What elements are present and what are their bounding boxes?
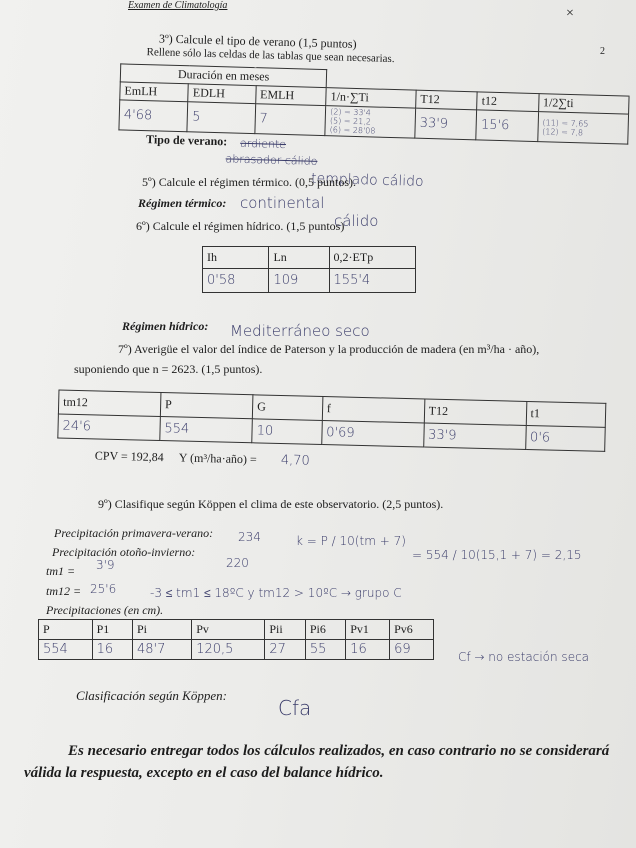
value-cell: 55 bbox=[305, 640, 345, 660]
header-cell: G bbox=[252, 395, 322, 421]
value-cell: 48'7 bbox=[133, 640, 192, 660]
header-cell: 0,2·ETp bbox=[329, 247, 415, 269]
cpv-label: CPV = 192,84 bbox=[94, 448, 164, 465]
regimen-termico-answer: continental bbox=[240, 194, 325, 212]
corner-mark: × bbox=[566, 6, 574, 21]
koppen-value: Cfa bbox=[278, 696, 312, 720]
value-cell: 0'58 bbox=[203, 269, 269, 293]
value-cell: 24'6 bbox=[58, 414, 160, 440]
value-cell: 16 bbox=[92, 640, 132, 660]
header-cell: Pv1 bbox=[346, 620, 390, 640]
value-cell: 554 bbox=[39, 640, 93, 660]
exam-title: Examen de Climatología bbox=[128, 0, 228, 11]
summer-type-table bbox=[118, 63, 630, 144]
header-cell: t1 bbox=[526, 401, 606, 427]
header-cell: f bbox=[322, 397, 424, 423]
header-cell: tm12 bbox=[58, 390, 160, 416]
header-cell: Pv bbox=[192, 620, 265, 640]
value-cell: 155'4 bbox=[329, 269, 415, 293]
koppen-label: Clasificación según Köppen: bbox=[76, 688, 227, 703]
tipo-verano-label: Tipo de verano: bbox=[145, 132, 228, 149]
duration-header: Duración en meses bbox=[120, 64, 327, 88]
header-cell: P bbox=[160, 393, 253, 419]
q7-title-continued: suponiendo que n = 2623. (1,5 puntos). bbox=[74, 362, 263, 376]
value-cell: 109 bbox=[269, 269, 329, 293]
koppen-formula-2: = 554 / 10(15,1 + 7) = 2,15 bbox=[412, 548, 582, 562]
value-cell: 15'6 bbox=[476, 110, 538, 142]
precip-otono-value: 220 bbox=[226, 556, 249, 570]
header-cell: Pi6 bbox=[305, 620, 345, 640]
regimen-hidrico-answer: Mediterráneo seco bbox=[230, 322, 370, 340]
madera-value: 4,70 bbox=[280, 453, 310, 469]
q5-title: 5º) Calcule el régimen térmico. (0,5 puntos). bbox=[142, 175, 356, 189]
value-cell: 69 bbox=[390, 640, 434, 660]
koppen-formula-1: k = P / 10(tm + 7) bbox=[296, 534, 406, 548]
header-cell: T12 bbox=[416, 90, 478, 110]
value-cell: 27 bbox=[265, 640, 305, 660]
header-cell: Ln bbox=[269, 247, 329, 269]
footer-note: Es necesario entregar todos los cálculos realizados, en caso contrario no se considerará válida la respuesta, excepto en el caso del balance hídrico. bbox=[24, 743, 610, 781]
header-cell: 1/n·∑Ti bbox=[326, 88, 416, 108]
q3-title: 3º) Calcule el tipo de verano (1,5 puntos) bbox=[158, 31, 357, 51]
value-cell: 5 bbox=[187, 102, 255, 134]
madera-label: Y (m³/ha·año) = bbox=[178, 450, 257, 467]
precip-primavera-value: 234 bbox=[238, 530, 261, 544]
precip-otono-label: Precipitación otoño-invierno: bbox=[52, 545, 196, 559]
value-cell: (11) = 7,65 (12) = 7,8 bbox=[537, 112, 628, 145]
tipo-verano-answer: abrasador cálido bbox=[225, 152, 318, 168]
value-cell: 0'6 bbox=[525, 425, 605, 451]
header-cell: Pi bbox=[133, 620, 192, 640]
precip-primavera-label: Precipitación primavera-verano: bbox=[54, 526, 214, 540]
regimen-termico-answer: cálido bbox=[334, 212, 379, 230]
q3-instruction: Rellene sólo las celdas de las tablas que sean necesarias. bbox=[146, 46, 395, 66]
precipitation-table bbox=[38, 619, 434, 660]
header-cell: P bbox=[39, 620, 93, 640]
value-cell: 10 bbox=[252, 419, 322, 445]
value-cell: 120,5 bbox=[192, 640, 265, 660]
header-cell: Pii bbox=[265, 620, 305, 640]
tm1-label: tm1 = bbox=[46, 564, 76, 578]
tipo-verano-answer: templado cálido bbox=[310, 170, 424, 190]
header-cell: 1/2∑ti bbox=[538, 94, 629, 115]
value-cell: 33'9 bbox=[415, 108, 477, 140]
page-number: 2 bbox=[600, 46, 605, 57]
header-cell: t12 bbox=[477, 92, 539, 112]
header-cell: Pv6 bbox=[390, 620, 434, 640]
tm12-value: 25'6 bbox=[90, 582, 117, 596]
header-cell: EmLH bbox=[120, 82, 189, 102]
koppen-condition: -3 ≤ tm1 ≤ 18ºC y tm12 > 10ºC → grupo C bbox=[150, 586, 402, 600]
q7-title: 7º) Averigüe el valor del índice de Paterson y la producción de madera (en m³/ha · año), bbox=[118, 342, 540, 356]
value-cell: 7 bbox=[255, 104, 326, 136]
q9-title: 9º) Clasifique según Köppen el clima de este observatorio. (2,5 puntos). bbox=[98, 497, 444, 511]
side-note: Cf → no estación seca bbox=[458, 650, 590, 664]
tipo-verano-answer: ardiente bbox=[239, 136, 287, 152]
header-cell: EMLH bbox=[255, 86, 326, 106]
value-cell: 554 bbox=[160, 417, 253, 443]
regimen-termico-label: Régimen térmico: bbox=[138, 196, 227, 210]
precip-caption: Precipitaciones (en cm). bbox=[46, 603, 164, 617]
regimen-hidrico-label: Régimen hídrico: bbox=[122, 319, 209, 333]
header-cell: EDLH bbox=[188, 84, 256, 104]
value-cell: 4'68 bbox=[119, 100, 188, 132]
value-cell: (2) = 33'4 (5) = 21,2 (6) = 28'08 bbox=[325, 106, 416, 138]
value-cell: 16 bbox=[346, 640, 390, 660]
header-cell: P1 bbox=[92, 620, 132, 640]
tm12-label: tm12 = bbox=[46, 584, 82, 598]
paterson-table bbox=[57, 390, 606, 452]
header-cell: Ih bbox=[203, 247, 269, 269]
value-cell: 0'69 bbox=[321, 420, 423, 446]
header-cell: T12 bbox=[424, 399, 526, 425]
tm1-value: 3'9 bbox=[96, 558, 115, 572]
q6-title: 6º) Calcule el régimen hídrico. (1,5 puntos) bbox=[136, 219, 345, 233]
value-cell: 33'9 bbox=[423, 423, 525, 449]
hydric-regime-table bbox=[202, 246, 416, 293]
